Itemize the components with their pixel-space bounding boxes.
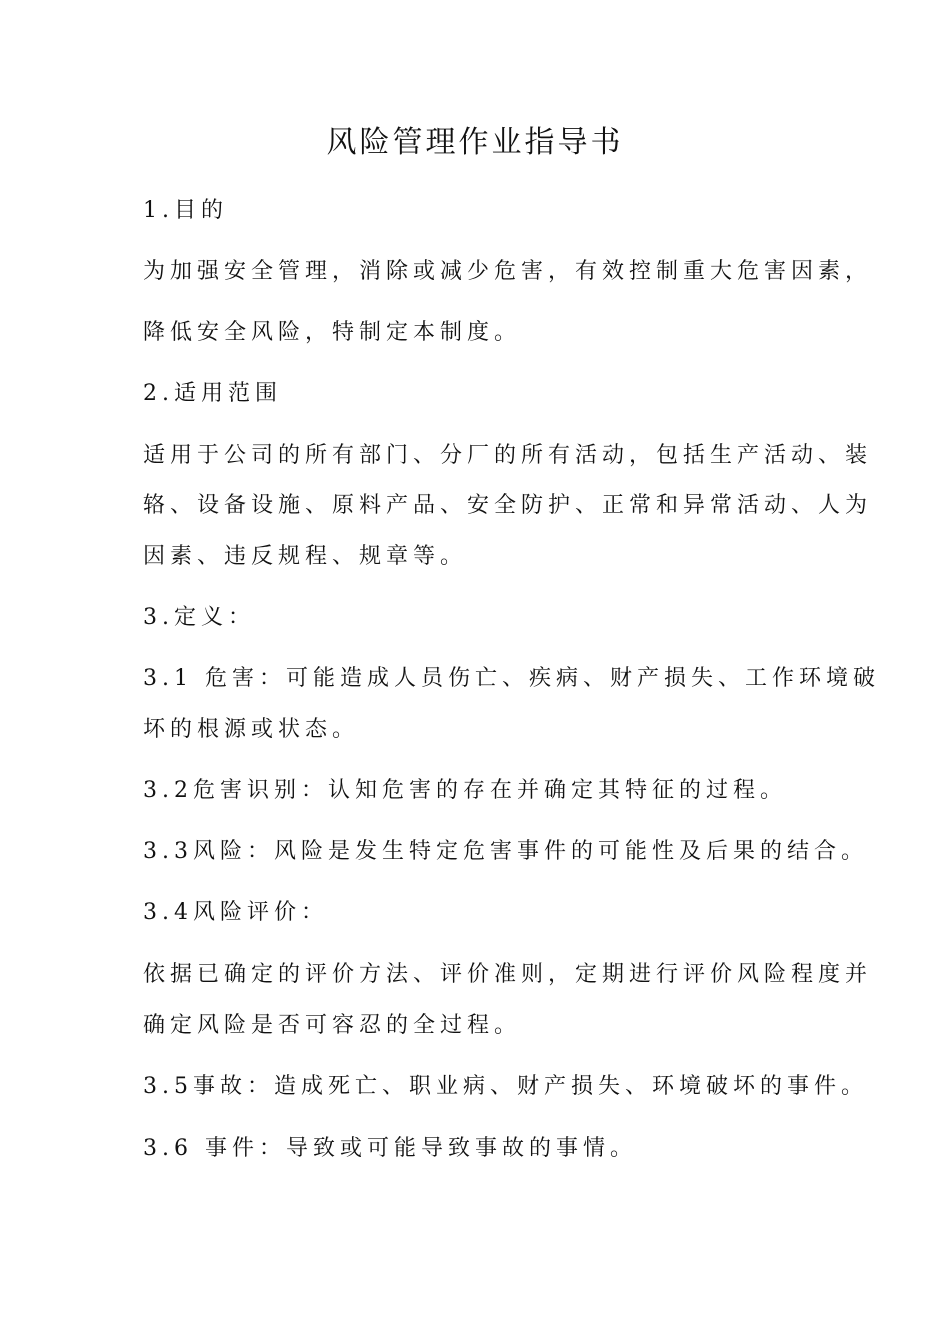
purpose-line-1: 为加强安全管理，消除或减少危害，有效控制重大危害因素，: [143, 259, 873, 284]
definition-3-4-heading: 3.4风险评价：: [143, 900, 328, 925]
scope-line-1: 适用于公司的所有部门、分厂的所有活动，包括生产活动、装: [143, 443, 873, 468]
definition-3-1-line-2: 坏的根源或状态。: [143, 717, 360, 742]
scope-line-3: 因素、违反规程、规章等。: [143, 544, 468, 569]
section-1-heading: 1.目的: [143, 198, 228, 223]
definition-3-3: 3.3风险：风险是发生特定危害事件的可能性及后果的结合。: [143, 839, 868, 864]
definition-3-2: 3.2危害识别：认知危害的存在并确定其特征的过程。: [143, 778, 787, 803]
definition-3-4-line-1: 依据已确定的评价方法、评价准则，定期进行评价风险程度并: [143, 962, 873, 987]
section-3-heading: 3.定义：: [143, 605, 255, 630]
section-2-heading: 2.适用范围: [143, 381, 282, 406]
definition-3-4-line-2: 确定风险是否可容忍的全过程。: [143, 1013, 522, 1038]
document-title: 风险管理作业指导书: [326, 125, 624, 160]
purpose-line-2: 降低安全风险，特制定本制度。: [143, 320, 522, 345]
definition-3-5: 3.5事故：造成死亡、职业病、财产损失、环境破坏的事件。: [143, 1074, 868, 1099]
definition-3-6: 3.6 事件：导致或可能导致事故的事情。: [143, 1136, 637, 1161]
scope-line-2: 辂、设备设施、原料产品、安全防护、正常和异常活动、人为: [143, 493, 873, 518]
definition-3-1-line-1: 3.1 危害：可能造成人员伤亡、疾病、财产损失、工作环境破: [143, 666, 880, 691]
